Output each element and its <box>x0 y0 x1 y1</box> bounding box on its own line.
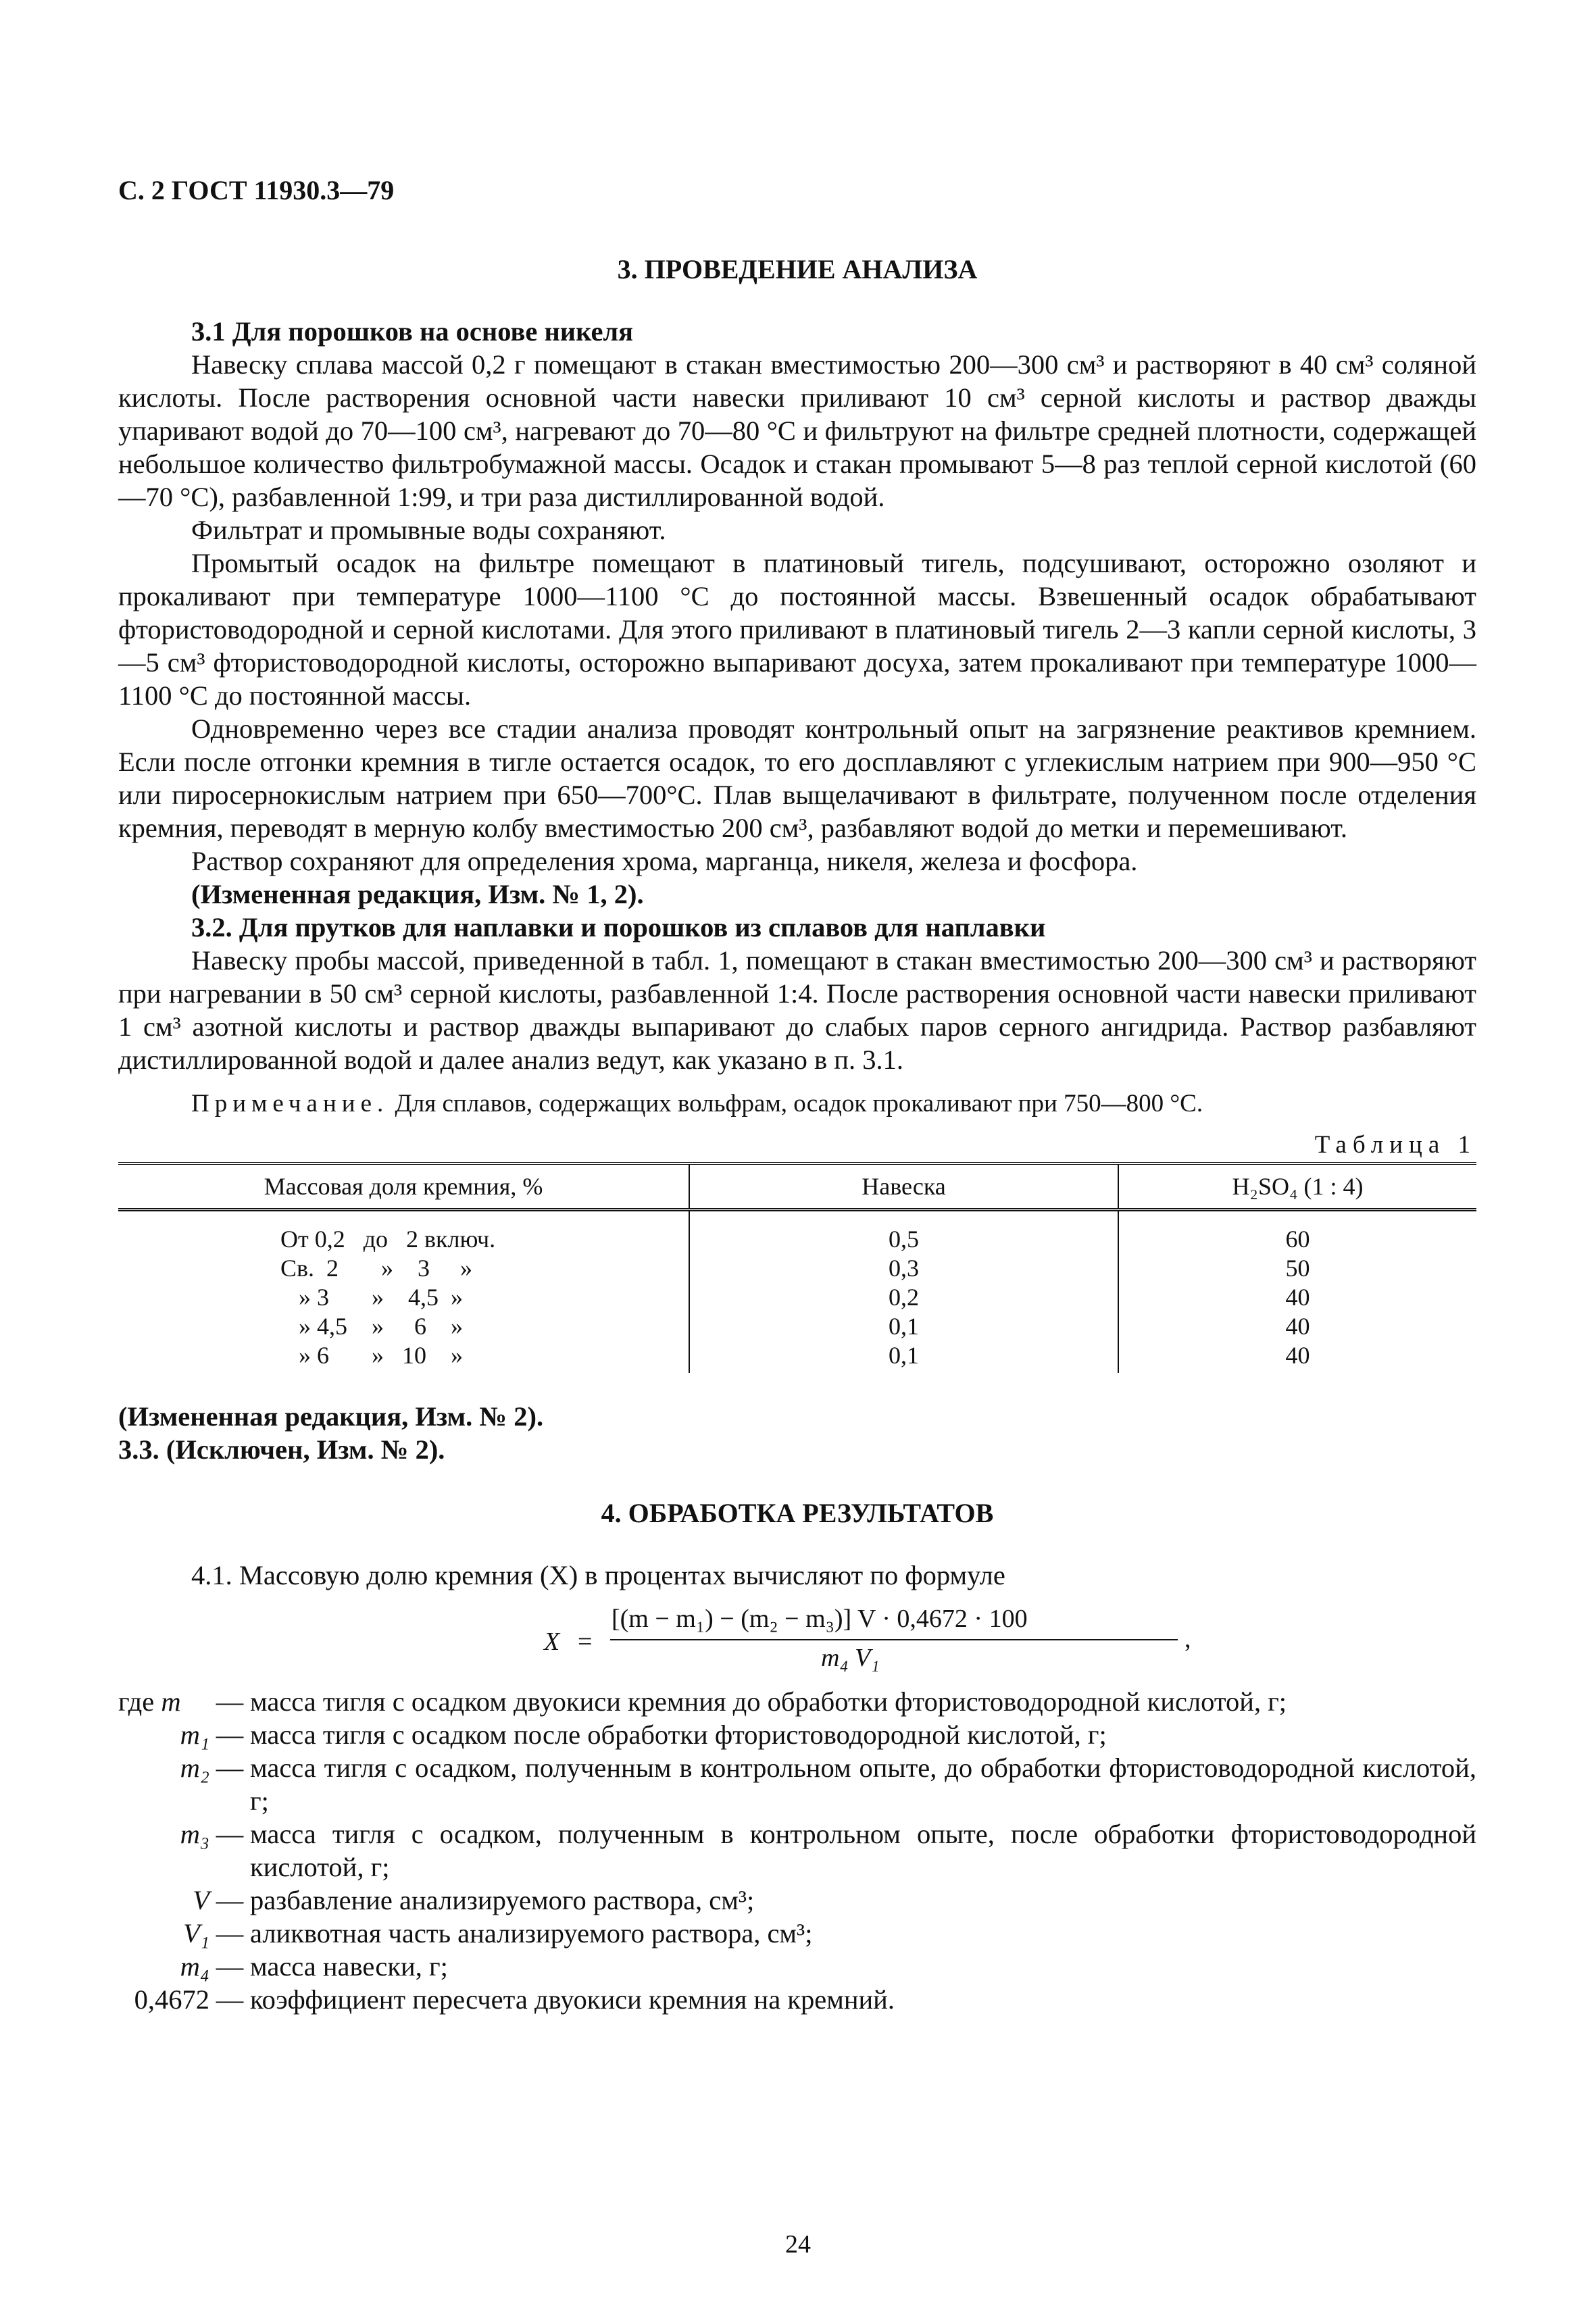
legend-text: коэффициент пересчета двуокиси кремния на кремний. <box>250 1984 895 2015</box>
paragraph: Фильтрат и промывные воды сохраняют. <box>191 515 666 545</box>
table-cell: Св. 2 » 3 » <box>280 1255 473 1282</box>
page-header: С. 2 ГОСТ 11930.3—79 <box>118 175 395 205</box>
legend-symbol: m₃ <box>180 1819 209 1849</box>
formula <box>118 1604 1476 1685</box>
table-cell: 0,1 <box>689 1312 1118 1341</box>
legend-item <box>118 1950 1476 1983</box>
note-label: Примечание. <box>191 1090 389 1117</box>
table-cell: 0,5 <box>689 1210 1118 1255</box>
table-row <box>118 1283 1476 1312</box>
section-4-title: 4. ОБРАБОТКА РЕЗУЛЬТАТОВ <box>601 1498 994 1528</box>
legend-dash: — <box>216 1753 244 1783</box>
column-header: H₂SO₄ (1 : 4) <box>1118 1163 1476 1210</box>
table-cell: 0,1 <box>689 1341 1118 1373</box>
table-cell: 60 <box>1118 1210 1476 1255</box>
legend-symbol: m₄ <box>180 1951 209 1982</box>
paragraph: Одновременно через все стадии анализа проводят контрольный опыт на загрязнение реактивов кремнием. Если после отгонки кремния в тигле остается осадок, то его досплавляют с углекислым натрием при 900—950 °С или пиросернокислым натрием при 650—700°С. Плав выщелачивают в фильтрате, полученном после отделения кремния, переводят в мерную колбу вместимостью 200 см³, разбавляют водой до метки и перемешивают. <box>118 713 1476 843</box>
table-row <box>118 1341 1476 1373</box>
legend-dash: — <box>216 1885 244 1915</box>
paragraph: 4.1. Массовую долю кремния (X) в процентах вычисляют по формуле <box>191 1560 1005 1590</box>
formula-comma: , <box>1184 1625 1191 1653</box>
legend-dash: — <box>216 1686 244 1717</box>
page-number: 24 <box>785 2230 811 2259</box>
formula-legend <box>118 1685 1476 2016</box>
fraction-bar <box>610 1639 1178 1640</box>
legend-text: разбавление анализируемого раствора, см³; <box>250 1885 755 1915</box>
legend-item <box>118 1983 1476 2016</box>
legend-dash: — <box>216 1984 244 2015</box>
column-header: Навеска <box>689 1163 1118 1210</box>
edit-note: (Измененная редакция, Изм. № 2). <box>118 1401 544 1432</box>
table-header-row <box>118 1163 1476 1210</box>
table-row <box>118 1210 1476 1255</box>
formula-numerator: [(m − m₁) − (m₂ − m₃)] V · 0,4672 · 100 <box>612 1605 1028 1633</box>
subsection-3-1-title: 3.1 Для порошков на основе никеля <box>191 316 634 347</box>
note-text: Для сплавов, содержащих вольфрам, осадок прокаливают при 750—800 °С. <box>389 1090 1203 1117</box>
legend-text: аликвотная часть анализируемого раствора, см³; <box>250 1918 813 1948</box>
legend-symbol: V₁ <box>183 1918 209 1948</box>
table-cell: » 6 » 10 » <box>280 1342 463 1369</box>
table-cell: 0,3 <box>689 1254 1118 1283</box>
paragraph: Навеску пробы массой, приведенной в табл. 1, помещают в стакан вместимостью 200—300 см³ и растворяют при нагревании в 50 см³ серной кислоты, разбавленной 1:4. После растворения основной части навески приливают 1 см³ азотной кислоты и раствор дважды выпаривают до слабых паров серного ангидрида. Раствор разбавляют дистиллированной водой и далее анализ ведут, как указано в п. 3.1. <box>118 945 1476 1075</box>
table-cell: 50 <box>1118 1254 1476 1283</box>
note <box>118 1088 1476 1120</box>
subsection-3-3: 3.3. (Исключен, Изм. № 2). <box>118 1434 445 1465</box>
legend-text: масса тигля с осадком двуокиси кремния до обработки фтористоводородной кислотой, г; <box>250 1686 1287 1717</box>
table-1 <box>118 1162 1476 1373</box>
table-cell: 40 <box>1118 1341 1476 1373</box>
legend-dash: — <box>216 1819 244 1849</box>
legend-dash: — <box>216 1719 244 1750</box>
legend-symbol: 0,4672 <box>134 1984 209 2015</box>
legend-symbol: m₂ <box>180 1753 209 1783</box>
subsection-3-2-title: 3.2. Для прутков для наплавки и порошков из сплавов для наплавки <box>191 912 1046 942</box>
page-body <box>118 0 1476 2016</box>
edit-note: (Измененная редакция, Изм. № 1, 2). <box>191 879 644 909</box>
legend-item <box>118 1884 1476 1917</box>
legend-symbol: m₁ <box>180 1719 209 1750</box>
legend-text: масса тигля с осадком, полученным в контрольном опыте, после обработки фтористоводородной кислотой, г; <box>250 1819 1476 1882</box>
formula-denominator: m₄ V₁ <box>821 1644 880 1672</box>
legend-text: масса навески, г; <box>250 1951 448 1982</box>
table-row <box>118 1312 1476 1341</box>
legend-text: масса тигля с осадком, полученным в контрольном опыте, до обработки фтористоводородной кислотой, г; <box>250 1753 1476 1816</box>
formula-equals: = <box>578 1628 593 1656</box>
legend-symbol: V <box>193 1885 209 1915</box>
paragraph: Промытый осадок на фильтре помещают в платиновый тигель, подсушивают, осторожно озоляют и прокаливают при температуре 1000—1100 °С до постоянной массы. Взвешенный осадок обрабатывают фтористоводородной и серной кислотами. Для этого приливают в платиновый тигель 2—3 капли серной кислоты, 3—5 см³ фтористоводородной кислоты, осторожно выпаривают досуха, затем прокаливают при температуре 1000—1100 °С до постоянной массы. <box>118 548 1476 711</box>
legend-item <box>118 1685 1476 1718</box>
legend-item <box>118 1917 1476 1950</box>
where-word: где <box>118 1686 155 1717</box>
table-cell: От 0,2 до 2 включ. <box>280 1226 496 1253</box>
table-row <box>118 1254 1476 1283</box>
column-header: Массовая доля кремния, % <box>118 1163 689 1210</box>
table-cell: 40 <box>1118 1312 1476 1341</box>
table-cell: 40 <box>1118 1283 1476 1312</box>
legend-dash: — <box>216 1951 244 1982</box>
paragraph: Раствор сохраняют для определения хрома, марганца, никеля, железа и фосфора. <box>191 846 1138 876</box>
legend-item <box>118 1817 1476 1884</box>
table-cell: 0,2 <box>689 1283 1118 1312</box>
table-caption: Таблица 1 <box>1314 1131 1476 1159</box>
table-cell: » 4,5 » 6 » <box>280 1313 463 1340</box>
legend-item <box>118 1718 1476 1751</box>
legend-symbol: m <box>161 1686 181 1717</box>
paragraph: Навеску сплава массой 0,2 г помещают в стакан вместимостью 200—300 см³ и растворяют в 40 см³ соляной кислоты. После растворения основной части навески приливают 10 см³ серной кислоты и раствор дважды упаривают водой до 70—100 см³, нагревают до 70—80 °С и фильтруют на фильтре средней плотности, содержащей небольшое количество фильтробумажной массы. Осадок и стакан промывают 5—8 раз теплой серной кислотой (60—70 °С), разбавленной 1:99, и три раза дистиллированной водой. <box>118 349 1476 512</box>
legend-dash: — <box>216 1918 244 1948</box>
legend-item <box>118 1751 1476 1817</box>
section-3-title: 3. ПРОВЕДЕНИЕ АНАЛИЗА <box>617 254 978 284</box>
formula-lhs: X <box>544 1628 560 1656</box>
table-cell: » 3 » 4,5 » <box>280 1284 463 1311</box>
legend-text: масса тигля с осадком после обработки фтористоводородной кислотой, г; <box>250 1719 1107 1750</box>
